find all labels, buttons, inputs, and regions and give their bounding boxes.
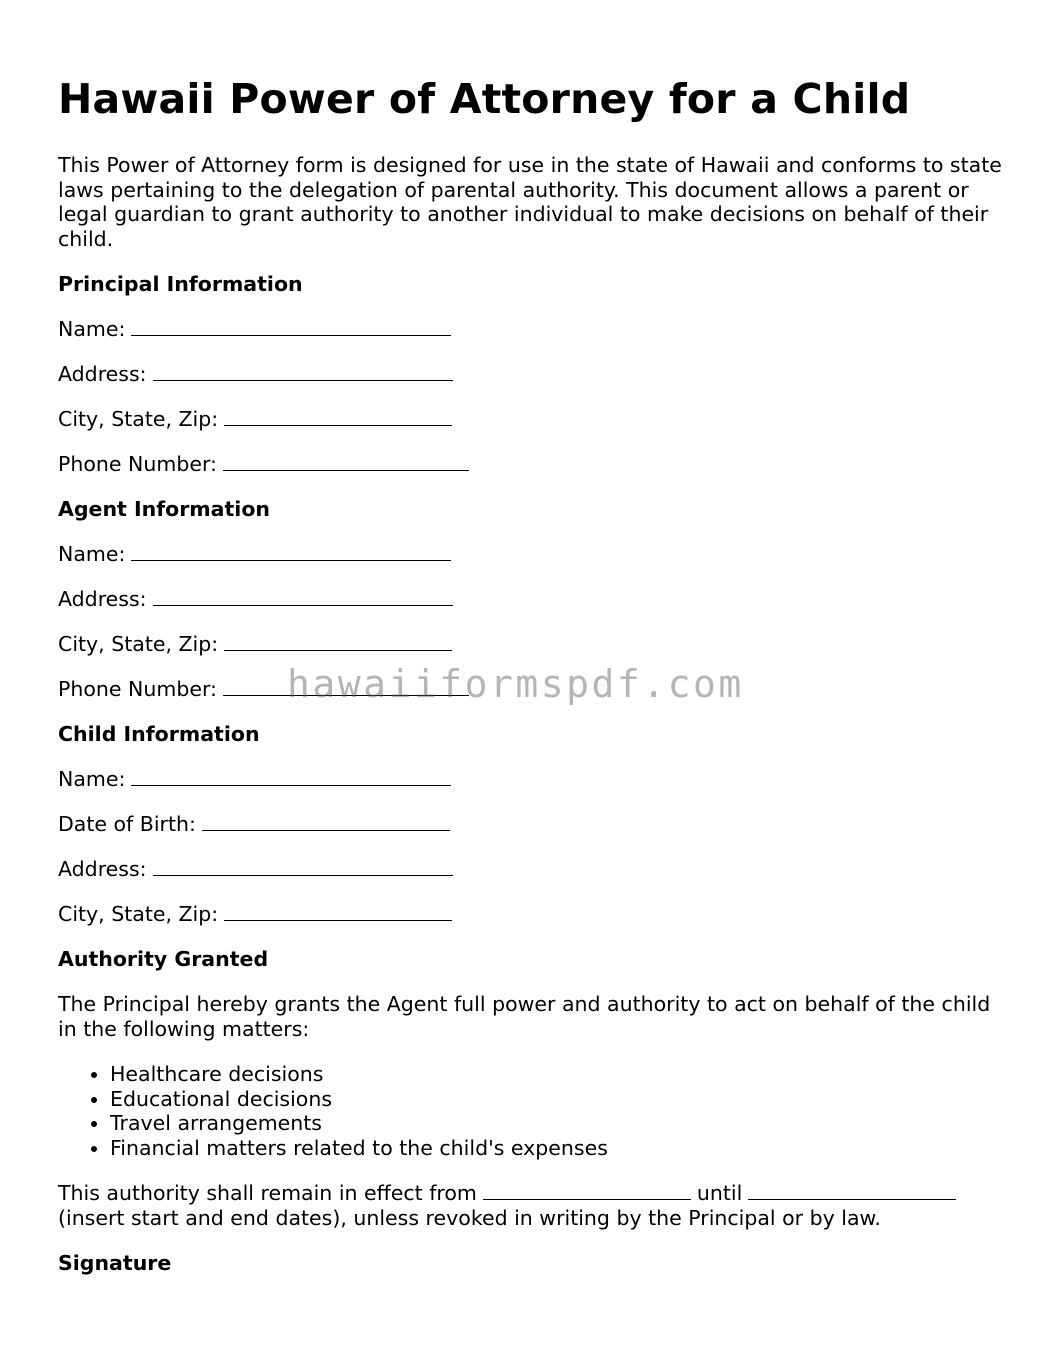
agent-address-label: Address:	[58, 587, 147, 611]
principal-address-blank[interactable]	[153, 362, 453, 381]
agent-city-field	[58, 632, 1008, 656]
intro-paragraph: This Power of Attorney form is designed for use in the state of Hawaii and conforms to state laws pertaining to the delegation of parental authority. This document allows a parent or legal guardian to grant authority to another individual to make decisions on behalf of their child.	[58, 153, 1002, 251]
effect-paragraph	[58, 1181, 1008, 1230]
child-city-label: City, State, Zip:	[58, 902, 219, 926]
child-dob-blank[interactable]	[202, 812, 450, 831]
principal-address-label: Address:	[58, 362, 147, 386]
child-heading: Child Information	[58, 722, 260, 746]
child-name-blank[interactable]	[131, 767, 451, 786]
authority-heading: Authority Granted	[58, 947, 269, 971]
effect-prefix: This authority shall remain in effect from	[58, 1181, 477, 1206]
child-name-field	[58, 767, 1008, 791]
principal-name-blank[interactable]	[131, 317, 451, 336]
document-title: Hawaii Power of Attorney for a Child	[58, 75, 911, 123]
principal-address-field	[58, 362, 1008, 386]
principal-city-blank[interactable]	[224, 407, 452, 426]
child-name-label: Name:	[58, 767, 126, 791]
principal-phone-field	[58, 452, 1008, 476]
authority-paragraph: The Principal hereby grants the Agent full power and authority to act on behalf of the child in the following matters:	[58, 992, 991, 1041]
start-date-blank[interactable]	[483, 1181, 691, 1200]
list-item: • Healthcare decisions	[110, 1062, 1008, 1087]
agent-address-blank[interactable]	[153, 587, 453, 606]
child-address-blank[interactable]	[153, 857, 453, 876]
list-item: • Financial matters related to the child's expenses	[110, 1136, 1008, 1161]
principal-phone-blank[interactable]	[223, 452, 469, 471]
agent-city-label: City, State, Zip:	[58, 632, 219, 656]
principal-city-label: City, State, Zip:	[58, 407, 219, 431]
child-city-field	[58, 902, 1008, 926]
principal-name-field	[58, 317, 1008, 341]
principal-name-label: Name:	[58, 317, 126, 341]
agent-phone-label: Phone Number:	[58, 677, 217, 701]
child-address-label: Address:	[58, 857, 147, 881]
agent-name-label: Name:	[58, 542, 126, 566]
signature-heading: Signature	[58, 1251, 172, 1276]
list-item: • Travel arrangements	[110, 1111, 1008, 1136]
end-date-blank[interactable]	[748, 1181, 956, 1200]
list-item: • Educational decisions	[110, 1087, 1008, 1112]
effect-until: until	[696, 1181, 743, 1206]
child-dob-label: Date of Birth:	[58, 812, 196, 836]
principal-phone-label: Phone Number:	[58, 452, 217, 476]
agent-address-field	[58, 587, 1008, 611]
watermark: hawaiiformspdf.com	[287, 662, 744, 706]
document-page	[58, 0, 1008, 1275]
agent-name-field	[58, 542, 1008, 566]
authority-list	[58, 1062, 1008, 1160]
agent-heading: Agent Information	[58, 497, 271, 521]
principal-heading: Principal Information	[58, 272, 303, 296]
child-city-blank[interactable]	[224, 902, 452, 921]
child-dob-field	[58, 812, 1008, 836]
effect-suffix: (insert start and end dates), unless revoked in writing by the Principal or by law.	[58, 1205, 881, 1230]
agent-city-blank[interactable]	[224, 632, 452, 651]
principal-city-field	[58, 407, 1008, 431]
child-address-field	[58, 857, 1008, 881]
agent-name-blank[interactable]	[131, 542, 451, 561]
